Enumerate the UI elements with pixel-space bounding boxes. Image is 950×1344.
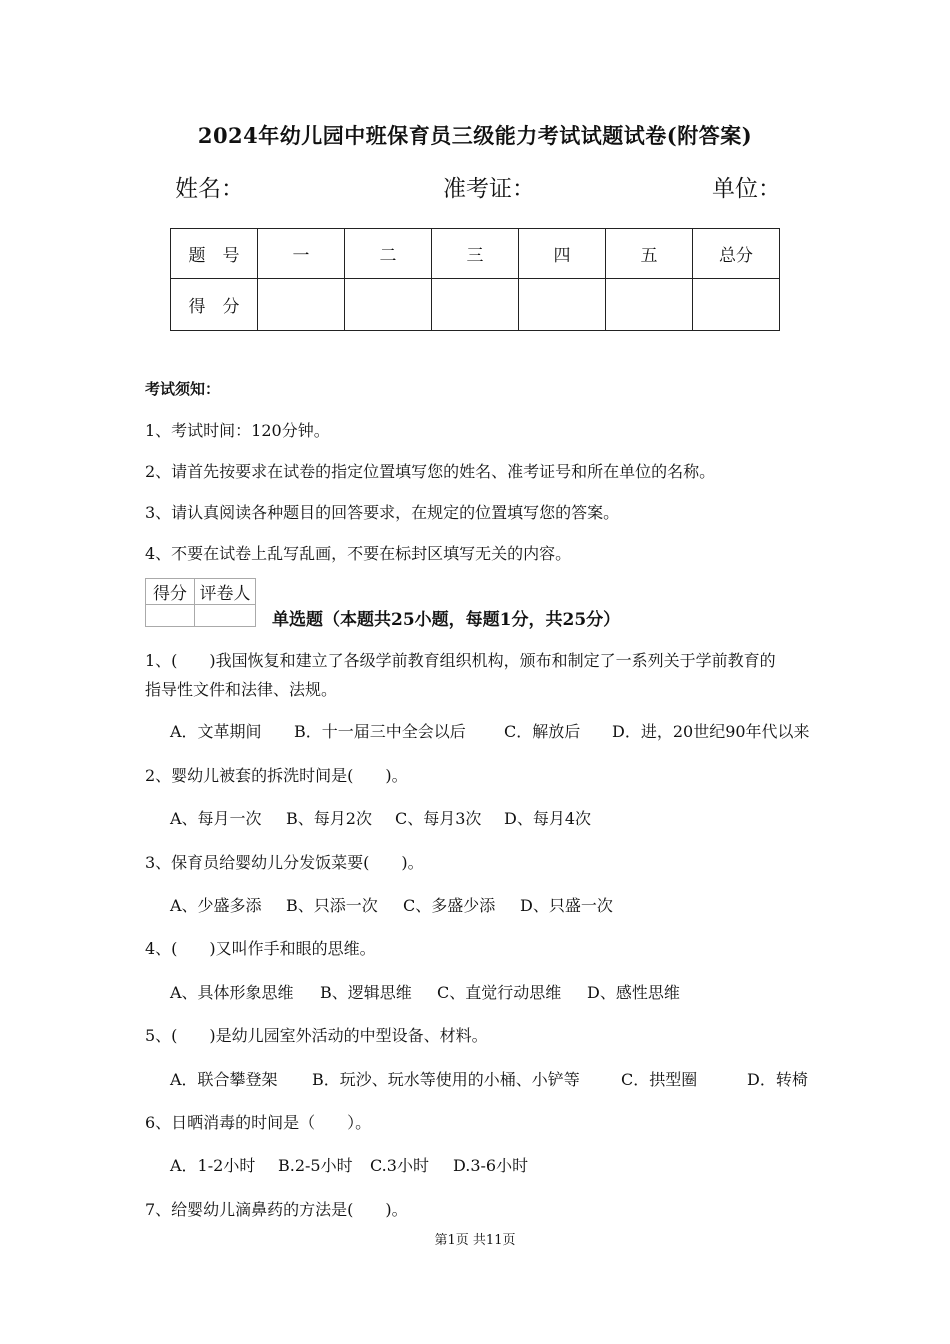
option-4c: C、直觉行动思维 (437, 983, 562, 1002)
score-table-cell: 得 分 (171, 279, 258, 331)
score-table-cell: 五 (606, 229, 693, 279)
option-3b: B、只添一次 (286, 896, 378, 915)
notice-item: 4、不要在试卷上乱写乱画，不要在标封区填写无关的内容。 (145, 544, 572, 563)
option-1d: D．进，20世纪90年代以来 (612, 722, 810, 741)
score-entry-cell[interactable] (519, 279, 606, 331)
question-5: 5、( )是幼儿园室外活动的中型设备、材料。 (145, 1026, 488, 1045)
score-table (170, 228, 780, 331)
section-title: 单选题（本题共25小题，每题1分，共25分） (272, 610, 621, 630)
option-4d: D、感性思维 (587, 983, 680, 1002)
score-table-header-row (171, 229, 780, 279)
question-1-continued: 指导性文件和法律、法规。 (145, 680, 338, 699)
grader-reviewer-label: 评卷人 (195, 579, 256, 605)
option-3d: D、只盛一次 (520, 896, 613, 915)
notice-item: 1、考试时间：120分钟。 (145, 421, 330, 440)
score-entry-cell[interactable] (606, 279, 693, 331)
score-entry-cell[interactable] (345, 279, 432, 331)
option-2d: D、每月4次 (504, 809, 592, 828)
question-3: 3、保育员给婴幼儿分发饭菜要( )。 (145, 853, 424, 872)
grader-box (145, 578, 256, 627)
notice-title: 考试须知： (145, 380, 221, 398)
exam-number-label: 准考证： (443, 176, 535, 202)
option-6d: D.3-6小时 (453, 1156, 529, 1175)
question-1: 1、( )我国恢复和建立了各级学前教育组织机构，颁布和制定了一系列关于学前教育的 (145, 651, 776, 670)
option-4a: A、具体形象思维 (170, 983, 294, 1002)
score-table-cell: 三 (432, 229, 519, 279)
score-entry-cell[interactable] (432, 279, 519, 331)
option-6c: C.3小时 (370, 1156, 429, 1175)
option-5b: B．玩沙、玩水等使用的小桶、小铲等 (312, 1070, 580, 1089)
page-footer: 第1页 共11页 (434, 1233, 516, 1248)
score-table-score-row (171, 279, 780, 331)
option-6b: B.2-5小时 (278, 1156, 353, 1175)
option-5c: C．拱型圈 (621, 1070, 698, 1089)
score-table-cell: 题 号 (171, 229, 258, 279)
option-1b: B．十一届三中全会以后 (294, 722, 466, 741)
option-5d: D．转椅 (747, 1070, 808, 1089)
option-2a: A、每月一次 (170, 809, 262, 828)
question-6: 6、日晒消毒的时间是（ ）。 (145, 1113, 372, 1132)
option-1a: A．文革期间 (170, 722, 262, 741)
option-5a: A．联合攀登架 (170, 1070, 278, 1089)
option-1c: C．解放后 (504, 722, 581, 741)
grader-reviewer-cell[interactable] (195, 605, 256, 627)
option-4b: B、逻辑思维 (320, 983, 412, 1002)
document-title: 2024年幼儿园中班保育员三级能力考试试题试卷(附答案) (197, 123, 753, 148)
option-3a: A、少盛多添 (170, 896, 262, 915)
notice-item: 3、请认真阅读各种题目的回答要求，在规定的位置填写您的答案。 (145, 503, 620, 522)
question-4: 4、( )又叫作手和眼的思维。 (145, 939, 376, 958)
grader-score-label: 得分 (146, 579, 195, 605)
option-2c: C、每月3次 (395, 809, 482, 828)
grader-score-cell[interactable] (146, 605, 195, 627)
option-2b: B、每月2次 (286, 809, 372, 828)
score-table-cell: 总分 (693, 229, 780, 279)
option-6a: A．1-2小时 (170, 1156, 256, 1175)
score-entry-cell[interactable] (693, 279, 780, 331)
score-table-cell: 二 (345, 229, 432, 279)
question-2: 2、婴幼儿被套的拆洗时间是( )。 (145, 766, 408, 785)
option-3c: C、多盛少添 (403, 896, 496, 915)
score-table-cell: 一 (258, 229, 345, 279)
question-7: 7、给婴幼儿滴鼻药的方法是( )。 (145, 1200, 408, 1219)
unit-label: 单位： (712, 176, 781, 202)
score-table-cell: 四 (519, 229, 606, 279)
name-label: 姓名： (175, 176, 244, 202)
score-entry-cell[interactable] (258, 279, 345, 331)
notice-item: 2、请首先按要求在试卷的指定位置填写您的姓名、准考证号和所在单位的名称。 (145, 462, 716, 481)
